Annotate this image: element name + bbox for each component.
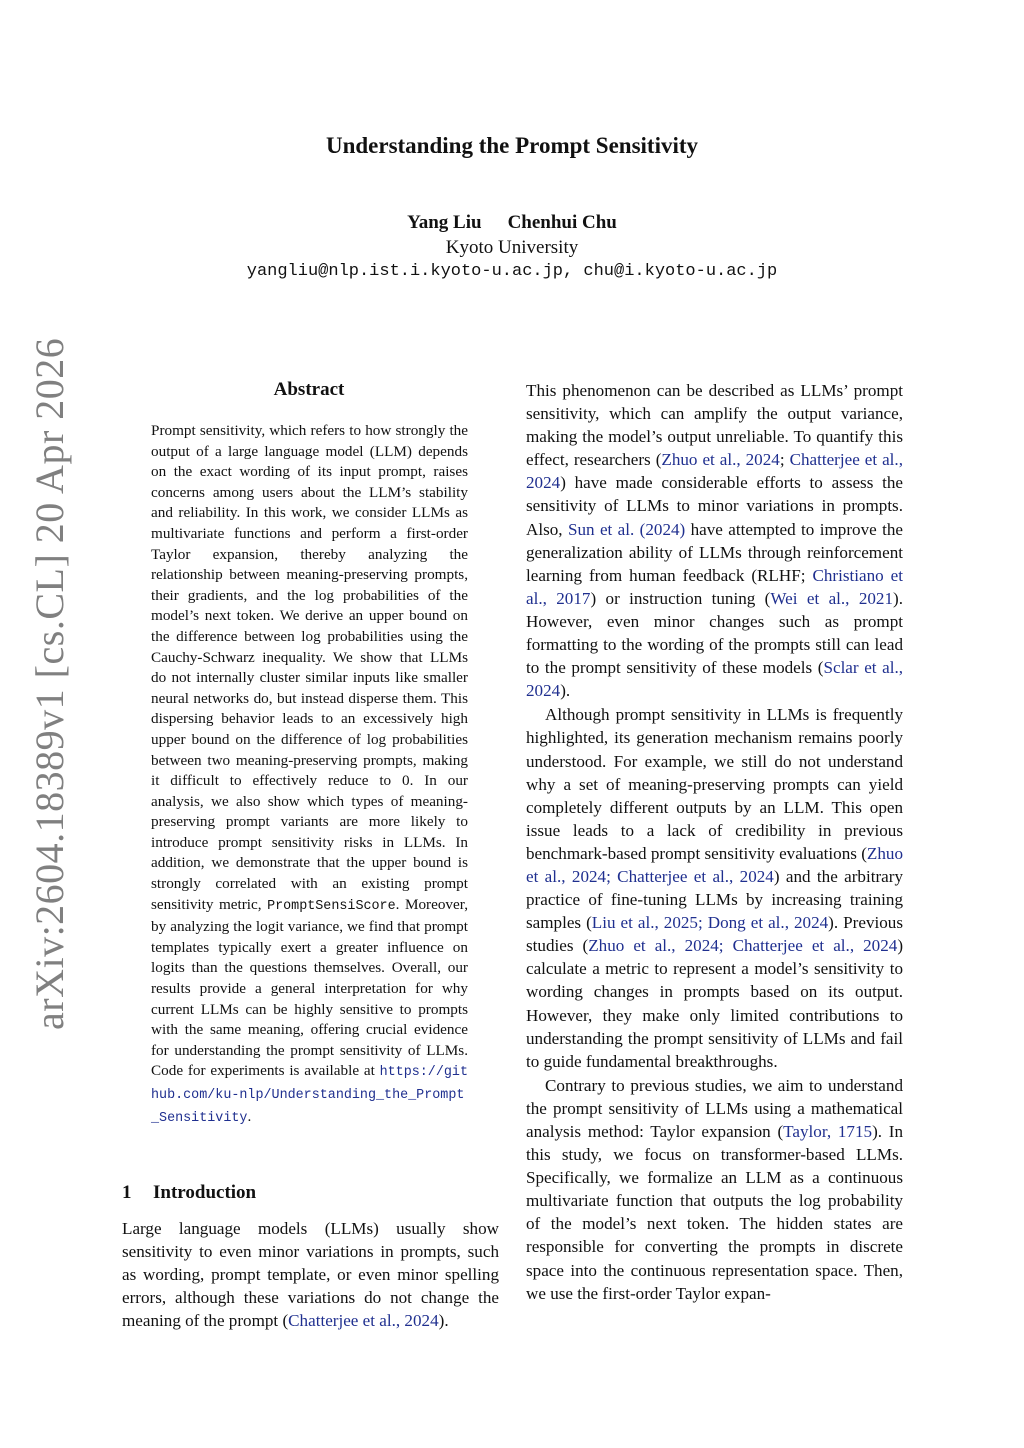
citation-link[interactable]: Zhuo et al., 2024; Chatterjee et al., 2024 [526,843,903,886]
author-name: Yang Liu [407,212,482,233]
text: This phenomenon can be described as LLMs’ prompt sensitivity, which can amplify the output variance, making the model’s output unreliable. To quantify this effect, researchers ( [526,381,903,470]
text: ) and the arbitrary practice of fine-tuning LLMs by increasing training samples ( [526,866,903,933]
paper-title: Understanding the Prompt Sensitivity [325,133,699,158]
intro-left-column [122,1217,499,1332]
intro-right-column [526,379,903,1305]
paragraph [526,703,903,1073]
text: ) have made considerable efforts to assess the sensitivity of LLMs to minor variations in prompts. Also, [526,473,903,539]
text: ). [438,1311,449,1331]
paragraph [526,1074,903,1305]
citation-link[interactable]: Liu et al., 2025; Dong et al., 2024 [591,913,829,933]
text: Contrary to previous studies, we aim to understand the prompt sensitivity of LLMs using a mathematical analysis method: Taylor expansion ( [526,1075,903,1141]
abstract-text: Prompt sensitivity, which refers to how strongly the output of a large language model (LLM) depends on the exact wording of its input prompt, raises concerns among users about the LLM’s stability and reliability. In this work, we consider LLMs as multivariate functions and perform a first-order Taylor expansion, thereby analyzing the relationship between meaning-preserving prompts, their gradients, and the log probabilities of the model’s next token. We derive an upper bound on the difference between log probabilities using the Cauchy-Schwarz inequality. We show that LLMs do not internally cluster similar inputs like smaller neural networks do, but instead disperse them. This dispersing behavior leads to an excessively high upper bound on the difference of log probabilities between two meaning-preserving prompts, making it difficult to effectively reduce to 0. In our analysis, we also show which types of meaning-preserving prompt variants are more likely to introduce prompt sensitivity risks in LLMs. In addition, we demonstrate that the upper bound is strongly correlated with an existing prompt sensitivity metric, [151,422,468,913]
citation-link[interactable]: Wei et al., 2021 [770,588,894,608]
text: ). Previous studies ( [526,913,903,956]
abstract-text: . Moreover, by analyzing the logit variance, we find that prompt templates typically exert a greater influence on logits than the questions themselves. Overall, our results provide a general interpretation for why current LLMs can be highly sensitive to prompts with the same meaning, offering crucial evidence for understanding the prompt sensitivity of LLMs. Code for experiments is available at [151,895,469,1080]
text: have attempted to improve the generalization ability of LLMs through reinforcement learning from human feedback (RLHF; [526,519,903,585]
arxiv-identifier: arXiv:2604.18389v1 [cs.CL] 20 Apr 2026 [27,337,72,1030]
citation-link[interactable]: Zhuo et al., 2024; Chatterjee et al., 2024 [588,936,898,956]
paragraph [526,379,903,702]
text: ). However, even minor changes such as prompt formatting to the wording of the prompts still can lead to the prompt sensitivity of these models ( [526,588,903,678]
citation-link[interactable]: Taylor, 1715 [783,1122,873,1141]
citation-link[interactable]: Sun et al. (2024) [567,519,686,539]
author-name: Chenhui Chu [507,212,617,233]
citation-link[interactable]: Chatterjee et al., 2024 [526,450,903,493]
abstract-heading: Abstract [273,379,345,400]
metric-name: PromptSensiScore [267,898,396,914]
section-title: Introduction [153,1182,257,1203]
text: ; [779,450,790,470]
text: ) or instruction tuning ( [590,588,771,608]
paragraph [122,1217,499,1332]
code-link[interactable]: https://github.com/ku-nlp/Understanding_the_Prompt_Sensitivity [151,1065,468,1126]
text: ). In this study, we focus on transformer-based LLMs. Specifically, we formalize an LLM as a continuous multivariate function that outputs the log probability of the model’s next token. The hidden states are responsible for converting the prompts in discrete space into the continuous representation space. Then, we use the first-order Taylor expan- [526,1122,904,1303]
citation-link[interactable]: Zhuo et al., 2024 [661,450,780,470]
abstract-text: . [247,1107,252,1125]
affiliation: Kyoto University [445,237,579,258]
abstract-body [151,421,468,1129]
section-number: 1 [122,1182,132,1203]
text: ). [560,681,571,701]
citation-link[interactable]: Christiano et al., 2017 [526,565,903,608]
citation-link[interactable]: Sclar et al., 2024 [526,658,904,701]
author-list [0,210,1024,236]
text: Large language models (LLMs) usually show sensitivity to even minor variations in prompts, such as wording, prompt template, or even minor spelling errors, although these variations do not change the meaning of the prompt ( [122,1219,499,1331]
text: Although prompt sensitivity in LLMs is frequently highlighted, its generation mechanism remains poorly understood. For example, we still do not understand why a set of meaning-preserving prompts can yield completely different outputs by an LLM. This open issue leads to a lack of credibility in previous benchmark-based prompt sensitivity evaluations ( [526,705,903,863]
citation-link[interactable]: Chatterjee et al., 2024 [288,1311,439,1331]
section-heading [122,1180,256,1206]
author-emails: yangliu@nlp.ist.i.kyoto-u.ac.jp, chu@i.kyoto-u.ac.jp [246,262,778,281]
text: ) calculate a metric to represent a model’s sensitivity to wording changes in prompts based on its output. However, they make only limited contributions to understanding the prompt sensitivity of LLMs and fail to guide fundamental breakthroughs. [526,936,904,1071]
